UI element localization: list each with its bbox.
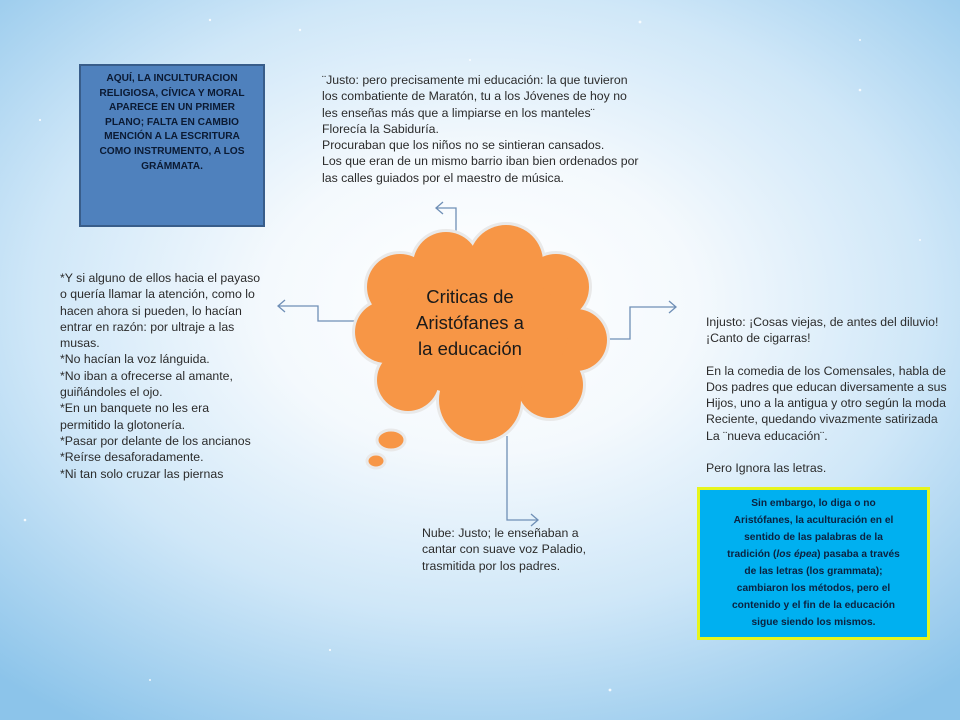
- note-line: los combatiente de Maratón, tu a los Jóvenes de hoy no: [322, 89, 627, 104]
- central-topic: [385, 284, 555, 362]
- note-line: Florecía la Sabiduría.: [322, 121, 439, 136]
- connector-down: [507, 436, 538, 520]
- box-line: contenido y el fin de la educación: [731, 600, 896, 611]
- note-line: cantar con suave voz Paladio,: [422, 542, 587, 557]
- note-line: Reciente, quedando vivazmente satirizada: [706, 412, 938, 427]
- box-line: Sin embargo, lo diga o no: [751, 498, 876, 509]
- note-line: les enseñas más que a limpiarse en los manteles¨: [322, 105, 595, 120]
- note-line: La ¨nueva educación¨.: [706, 428, 828, 443]
- note-line: Dos padres que educan diversamente a sus: [706, 379, 947, 394]
- bottom-note: [422, 525, 586, 574]
- note-line: musas.: [60, 336, 100, 351]
- central-topic-line-1: Criticas de: [426, 286, 514, 307]
- note-line: guiñándoles el ojo.: [60, 385, 163, 400]
- note-line: las calles guiados por el maestro de música.: [322, 170, 564, 185]
- note-line: ¡Canto de cigarras!: [706, 331, 811, 346]
- note-line: *En un banquete no les era: [60, 401, 210, 416]
- note-line: trasmitida por los padres.: [422, 558, 561, 573]
- box-text: tradición (: [727, 549, 777, 560]
- box-emphasis: los épea: [776, 549, 818, 560]
- right-note: [706, 314, 947, 476]
- acculturation-note-box: [697, 487, 930, 640]
- note-line: *Reírse desaforadamente.: [60, 450, 204, 465]
- note-line: Procuraban que los niños no se sintieran cansados.: [322, 138, 605, 153]
- note-line: Nube: Justo; le enseñaban a: [422, 526, 579, 540]
- box-line: [708, 546, 919, 563]
- box-text: ) pasaba a través: [817, 549, 900, 560]
- left-note: [60, 270, 260, 482]
- note-line: *Pasar por delante de los ancianos: [60, 433, 251, 448]
- inculturation-note-box: [79, 64, 265, 227]
- box-line: cambiaron los métodos, pero el: [736, 583, 891, 594]
- box-line: GRÁMMATA.: [141, 160, 203, 172]
- central-topic-line-2: Aristófanes a: [416, 312, 524, 333]
- note-line: hacen ahora si pueden, lo hacían: [60, 303, 242, 318]
- box-line: PLANO; FALTA EN CAMBIO: [105, 116, 239, 128]
- note-line: *No hacían la voz lánguida.: [60, 352, 210, 367]
- note-line: Injusto: ¡Cosas viejas, de antes del diluvio!: [706, 315, 939, 329]
- central-topic-line-3: la educación: [418, 338, 522, 359]
- note-line: *Ni tan solo cruzar las piernas: [60, 466, 224, 481]
- note-line: Pero Ignora las letras.: [706, 461, 827, 476]
- box-line: MENCIÓN A LA ESCRITURA: [104, 131, 240, 143]
- note-line: Hijos, uno a la antigua y otro según la moda: [706, 396, 946, 411]
- box-line: sigue siendo los mismos.: [751, 617, 876, 628]
- box-line: COMO INSTRUMENTO, A LOS: [99, 145, 245, 157]
- note-line: Los que eran de un mismo barrio iban bien ordenados por: [322, 154, 639, 169]
- box-line: sentido de las palabras de la: [744, 532, 883, 543]
- top-note: [322, 72, 639, 186]
- box-line: de las letras (los grammata);: [744, 566, 883, 577]
- note-line: ¨Justo: pero precisamente mi educación: la que tuvieron: [322, 73, 628, 87]
- connector-right: [602, 307, 676, 339]
- box-line: RELIGIOSA, CÍVICA Y MORAL: [99, 87, 245, 99]
- note-line: o quería llamar la atención, como lo: [60, 287, 255, 302]
- box-line: APARECE EN UN PRIMER: [108, 102, 236, 114]
- note-line: En la comedia de los Comensales, habla de: [706, 363, 946, 378]
- note-line: *No iban a ofrecerse al amante,: [60, 368, 233, 383]
- note-line: entrar en razón: por ultraje a las: [60, 319, 235, 334]
- note-line: *Y si alguno de ellos hacia el payaso: [60, 271, 261, 285]
- note-line: permitido la glotonería.: [60, 417, 186, 432]
- box-line: Aristófanes, la aculturación en el: [733, 515, 894, 526]
- box-line: AQUÍ, LA INCULTURACION: [106, 73, 238, 84]
